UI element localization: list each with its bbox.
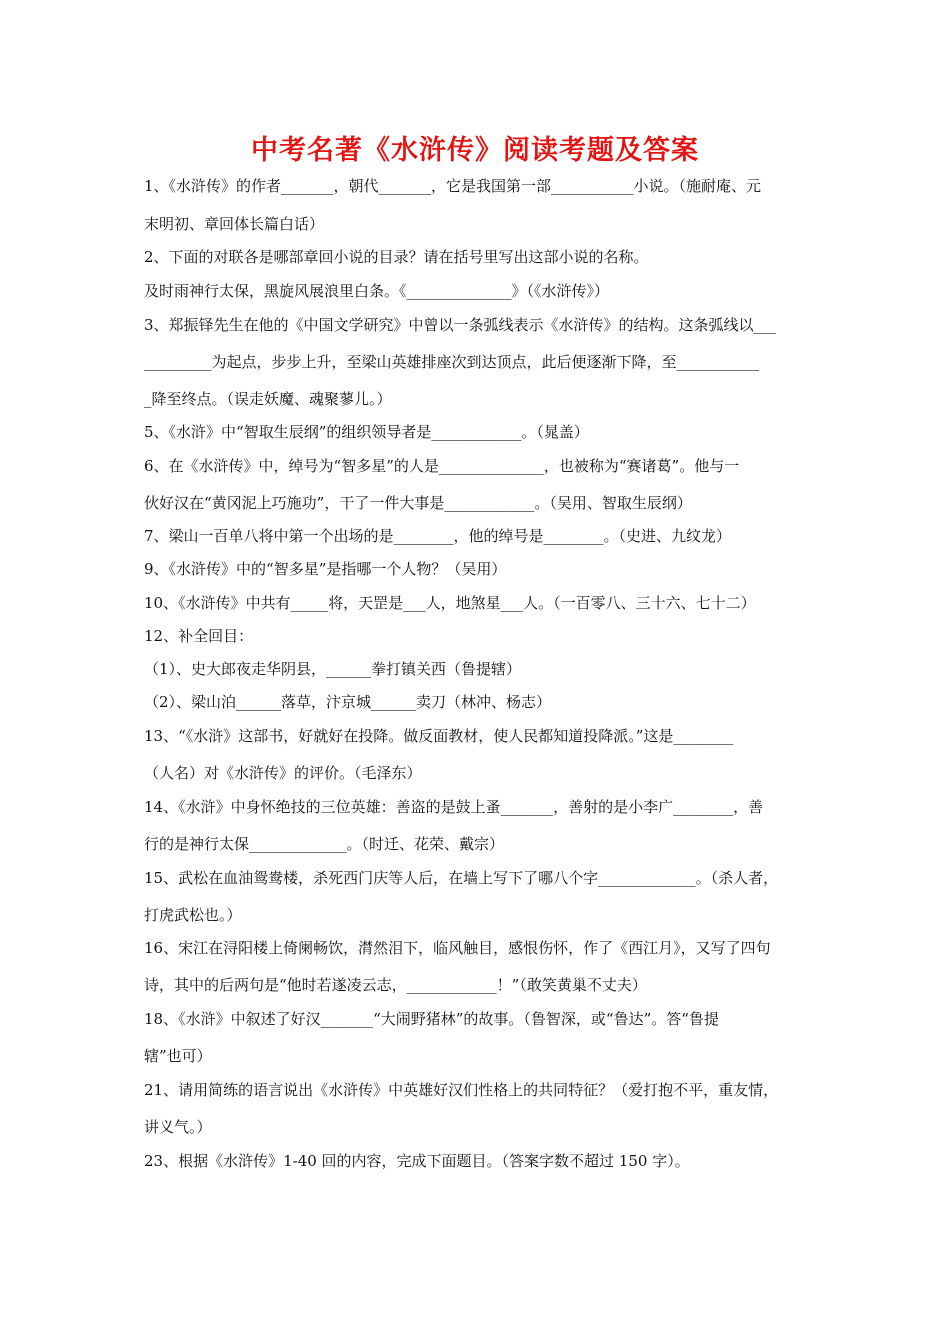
text-line: 23、根据《水浒传》1-40 回的内容，完成下面题目。（答案字数不超过 150 字）。 [144,1152,690,1170]
text-line: 1、《水浒传》的作者_______，朝代_______，它是我国第一部___________小说。（施耐庵、元 [144,177,762,195]
text-line: 打虎武松也。） [144,906,242,924]
text-line: 10、《水浒传》中共有_____将，天罡是___人，地煞星___人。（一百零八、三十六、七十二） [144,594,756,612]
text-line: 5、《水浒》中“智取生辰纲”的组织领导者是____________。（晁盖） [144,423,589,441]
text-line: 3、郑振铎先生在他的《中国文学研究》中曾以一条弧线表示《水浒传》的结构。这条弧线以___ [144,316,777,334]
text-line: 及时雨神行太保，黑旋风展浪里白条。《______________》（《水浒传》） [144,282,610,300]
text-line: 16、宋江在浔阳楼上倚阑畅饮，潸然泪下，临风触目，感恨伤怀，作了《西江月》，又写了四句 [144,939,771,957]
text-line: 6、在《水浒传》中，绰号为“智多星”的人是______________，也被称为“赛诸葛”。他与一 [144,457,740,475]
text-line: 14、《水浒》中身怀绝技的三位英雄：善盗的是鼓上蚤_______，善射的是小李广________，善 [144,798,764,816]
text-line: 行的是神行太保_____________。（时迁、花荣、戴宗） [144,835,505,853]
text-line: 15、武松在血油鸳鸯楼，杀死西门庆等人后，在墙上写下了哪八个字_____________。（杀人者， [144,869,779,887]
text-line: _降至终点。（误走妖魔、魂聚蓼儿。） [144,390,392,408]
text-line: 18、《水浒》中叙述了好汉_______“大闹野猪林”的故事。（鲁智深，或“鲁达”。答“鲁提 [144,1010,719,1028]
text-line: 12、补全回目： [144,627,254,645]
text-line: 21、请用简练的语言说出《水浒传》中英雄好汉们性格上的共同特征？（爱打抱不平，重友情， [144,1081,779,1099]
text-line: 13、“《水浒》这部书，好就好在投降。做反面教材，使人民都知道投降派。”这是________ [144,727,734,745]
text-line: （1）、史大郎夜走华阴县，______拳打镇关西（鲁提辖） [144,660,522,678]
text-line: （人名）对《水浒传》的评价。（毛泽东） [144,764,422,782]
text-line: _________为起点，步步上升，至梁山英雄排座次到达顶点，此后便逐渐下降，至___________ [144,353,760,371]
text-line: 末明初、章回体长篇白话） [144,215,325,233]
text-line: 7、梁山一百单八将中第一个出场的是________，他的绰号是________。（史进、九纹龙） [144,527,732,545]
text-line: 讲义气。） [144,1118,212,1136]
text-line: 诗，其中的后两句是“他时若遂凌云志，____________！”（敢笑黄巢不丈夫） [144,976,647,994]
document-title: 中考名著《水浒传》阅读考题及答案 [251,135,699,166]
text-line: 2、下面的对联各是哪部章回小说的目录？请在括号里写出这部小说的名称。 [144,248,649,266]
text-line: 伙好汉在“黄冈泥上巧施功”，干了一件大事是____________。（吴用、智取生辰纲） [144,494,692,512]
text-line: （2）、梁山泊______落草，汴京城______卖刀（林冲、杨志） [144,693,552,711]
text-line: 9、《水浒传》中的“智多星”是指哪一个人物？（吴用） [144,560,507,578]
text-line: 辖”也可） [144,1047,212,1065]
